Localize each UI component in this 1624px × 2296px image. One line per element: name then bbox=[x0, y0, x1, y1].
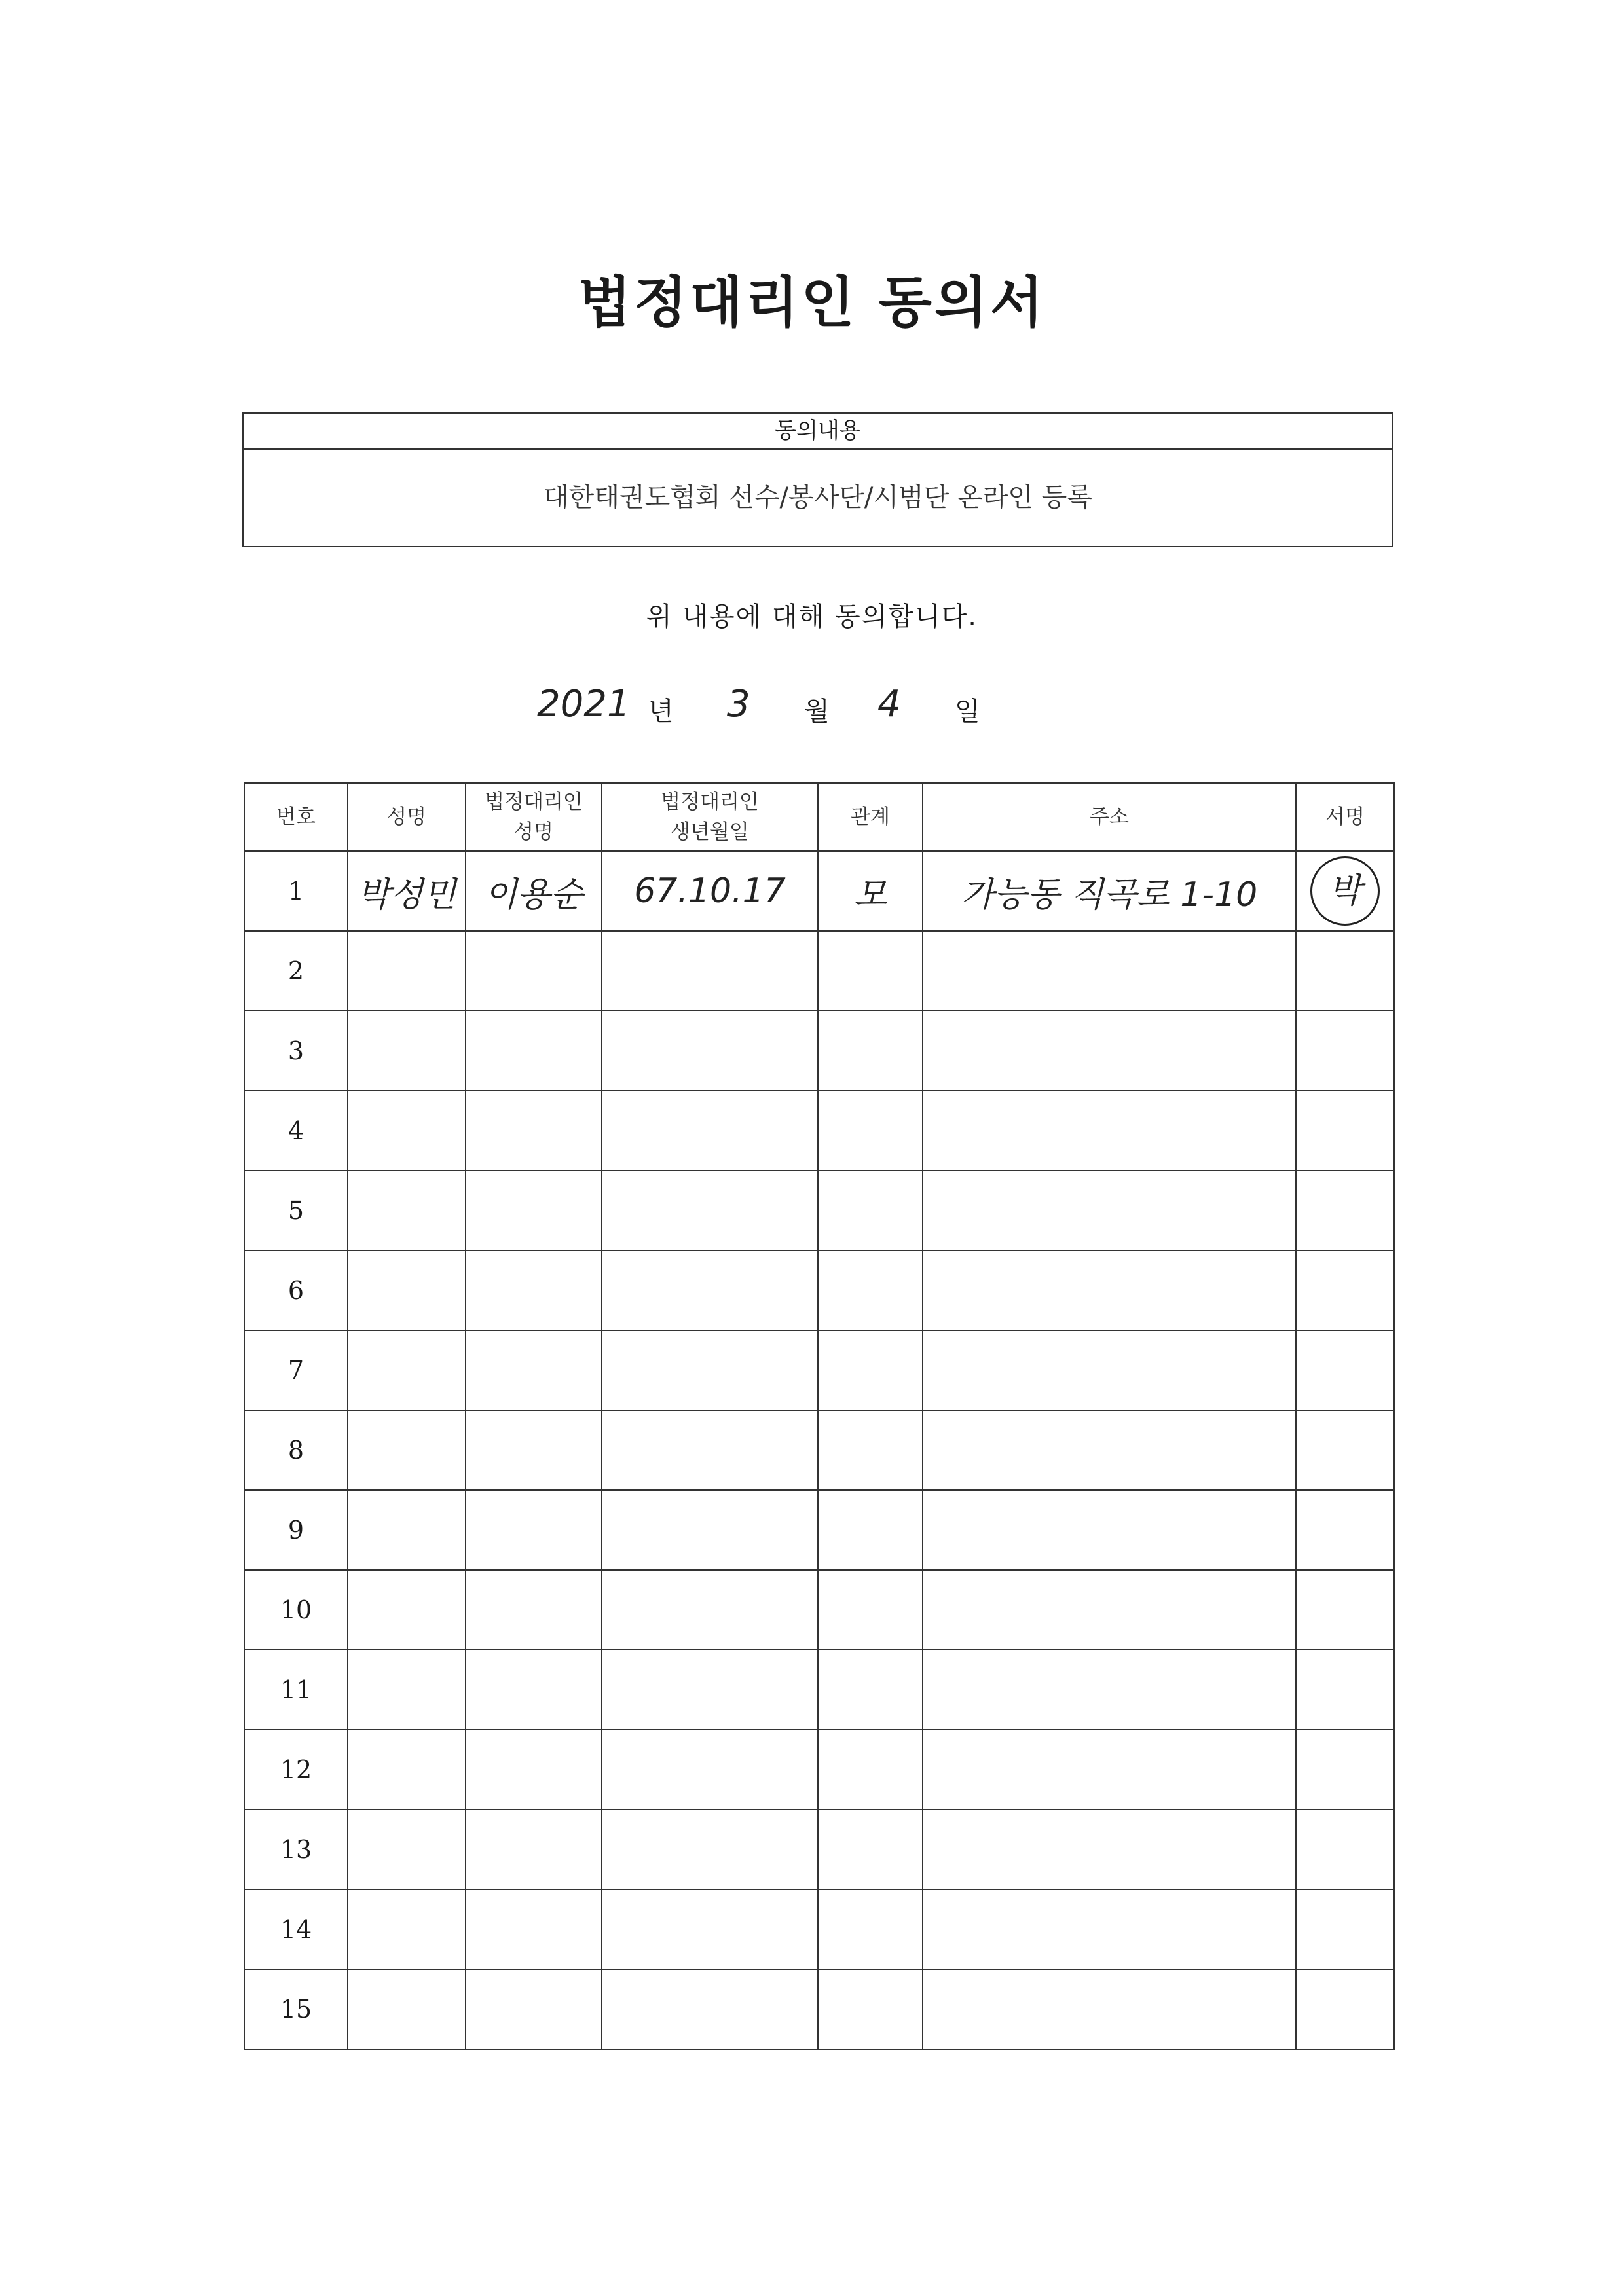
guardian-table bbox=[244, 782, 1395, 2050]
cell-relation bbox=[818, 1410, 923, 1490]
cell-relation bbox=[818, 1011, 923, 1091]
cell-relation bbox=[818, 1889, 923, 1969]
cell-guardian-birth bbox=[602, 1889, 818, 1969]
cell-guardian-name bbox=[466, 931, 602, 1011]
table-header-row bbox=[244, 783, 1394, 851]
cell-guardian-name bbox=[466, 1490, 602, 1570]
cell-guardian-name bbox=[466, 1730, 602, 1810]
header-guardian-name bbox=[466, 783, 602, 851]
table-row bbox=[244, 1250, 1394, 1330]
cell-address bbox=[923, 1330, 1296, 1410]
cell-no: 13 bbox=[244, 1810, 348, 1889]
cell-relation: 모 bbox=[818, 851, 923, 931]
cell-name bbox=[348, 1490, 466, 1570]
cell-signature bbox=[1296, 1011, 1394, 1091]
cell-name bbox=[348, 1410, 466, 1490]
cell-guardian-birth bbox=[602, 1490, 818, 1570]
cell-guardian-name: 이용순 bbox=[466, 851, 602, 931]
date-day: 4 bbox=[877, 683, 901, 725]
consent-body: 대한태권도협회 선수/봉사단/시범단 온라인 등록 bbox=[544, 483, 1092, 513]
cell-guardian-name bbox=[466, 1889, 602, 1969]
cell-signature bbox=[1296, 1570, 1394, 1650]
cell-address bbox=[923, 1650, 1296, 1730]
cell-no: 12 bbox=[244, 1730, 348, 1810]
cell-signature bbox=[1296, 1969, 1394, 2049]
header-name: 성명 bbox=[348, 783, 466, 851]
cell-relation bbox=[818, 1650, 923, 1730]
cell-guardian-birth bbox=[602, 931, 818, 1011]
cell-guardian-birth bbox=[602, 1011, 818, 1091]
cell-relation bbox=[818, 1490, 923, 1570]
cell-relation bbox=[818, 1250, 923, 1330]
cell-guardian-name bbox=[466, 1011, 602, 1091]
table-row bbox=[244, 1889, 1394, 1969]
cell-guardian-birth: 67.10.17 bbox=[602, 851, 818, 931]
cell-no: 11 bbox=[244, 1650, 348, 1730]
cell-signature bbox=[1296, 1171, 1394, 1250]
cell-no: 14 bbox=[244, 1889, 348, 1969]
table-row bbox=[244, 1091, 1394, 1171]
cell-guardian-name bbox=[466, 1250, 602, 1330]
table-row bbox=[244, 1570, 1394, 1650]
cell-address bbox=[923, 1171, 1296, 1250]
cell-name: 박성민 bbox=[348, 851, 466, 931]
cell-name bbox=[348, 1650, 466, 1730]
table-row bbox=[244, 1730, 1394, 1810]
cell-signature bbox=[1296, 1091, 1394, 1171]
cell-relation bbox=[818, 1091, 923, 1171]
header-guardian-birth bbox=[602, 783, 818, 851]
cell-address: 가능동 직곡로 1-10 bbox=[923, 851, 1296, 931]
cell-name bbox=[348, 1171, 466, 1250]
consent-box bbox=[242, 412, 1393, 547]
cell-guardian-birth bbox=[602, 1250, 818, 1330]
cell-no: 8 bbox=[244, 1410, 348, 1490]
cell-guardian-name bbox=[466, 1969, 602, 2049]
cell-guardian-birth bbox=[602, 1330, 818, 1410]
cell-name bbox=[348, 1570, 466, 1650]
header-guardian-name-line1: 법정대리인 bbox=[485, 790, 583, 814]
cell-name bbox=[348, 931, 466, 1011]
table-row bbox=[244, 1330, 1394, 1410]
signature-mark: 박 bbox=[1310, 856, 1380, 926]
cell-no: 3 bbox=[244, 1011, 348, 1091]
cell-name bbox=[348, 1810, 466, 1889]
cell-address bbox=[923, 1730, 1296, 1810]
cell-name bbox=[348, 1969, 466, 2049]
date-year-unit: 년 bbox=[648, 697, 674, 727]
table-row bbox=[244, 931, 1394, 1011]
cell-guardian-birth bbox=[602, 1650, 818, 1730]
cell-no: 15 bbox=[244, 1969, 348, 2049]
cell-name bbox=[348, 1011, 466, 1091]
table-row bbox=[244, 1171, 1394, 1250]
date-month: 3 bbox=[727, 683, 750, 725]
cell-signature bbox=[1296, 931, 1394, 1011]
table-row bbox=[244, 1011, 1394, 1091]
cell-address bbox=[923, 1889, 1296, 1969]
cell-guardian-birth bbox=[602, 1091, 818, 1171]
cell-address bbox=[923, 1810, 1296, 1889]
header-guardian-name-line2: 성명 bbox=[514, 820, 553, 844]
header-no: 번호 bbox=[244, 783, 348, 851]
table-body bbox=[244, 851, 1394, 2049]
cell-signature bbox=[1296, 1250, 1394, 1330]
cell-address bbox=[923, 1969, 1296, 2049]
page-title: 법정대리인 동의서 bbox=[578, 270, 1046, 335]
table-row bbox=[244, 1490, 1394, 1570]
cell-guardian-name bbox=[466, 1410, 602, 1490]
date-month-unit: 월 bbox=[804, 697, 830, 727]
cell-address bbox=[923, 1091, 1296, 1171]
cell-guardian-name bbox=[466, 1650, 602, 1730]
table-row bbox=[244, 851, 1394, 931]
cell-signature bbox=[1296, 1730, 1394, 1810]
cell-no: 1 bbox=[244, 851, 348, 931]
cell-name bbox=[348, 1730, 466, 1810]
cell-signature bbox=[1296, 1490, 1394, 1570]
cell-signature bbox=[1296, 851, 1394, 931]
date-year: 2021 bbox=[537, 683, 631, 725]
cell-guardian-birth bbox=[602, 1410, 818, 1490]
consent-header: 동의내용 bbox=[244, 414, 1392, 450]
header-relation: 관계 bbox=[818, 783, 923, 851]
cell-no: 4 bbox=[244, 1091, 348, 1171]
cell-address bbox=[923, 1490, 1296, 1570]
cell-guardian-name bbox=[466, 1171, 602, 1250]
cell-guardian-name bbox=[466, 1810, 602, 1889]
cell-relation bbox=[818, 1730, 923, 1810]
cell-signature bbox=[1296, 1410, 1394, 1490]
date-day-unit: 일 bbox=[955, 697, 980, 727]
cell-signature bbox=[1296, 1889, 1394, 1969]
cell-guardian-birth bbox=[602, 1171, 818, 1250]
cell-relation bbox=[818, 1330, 923, 1410]
cell-name bbox=[348, 1889, 466, 1969]
header-guardian-birth-line2: 생년월일 bbox=[671, 820, 749, 844]
cell-no: 10 bbox=[244, 1570, 348, 1650]
cell-name bbox=[348, 1250, 466, 1330]
agree-statement: 위 내용에 대해 동의합니다. bbox=[646, 602, 978, 632]
cell-guardian-birth bbox=[602, 1969, 818, 2049]
cell-guardian-birth bbox=[602, 1570, 818, 1650]
cell-guardian-name bbox=[466, 1570, 602, 1650]
cell-address bbox=[923, 1011, 1296, 1091]
cell-relation bbox=[818, 1171, 923, 1250]
date-line bbox=[0, 678, 1624, 730]
table-row bbox=[244, 1810, 1394, 1889]
header-address: 주소 bbox=[923, 783, 1296, 851]
cell-address bbox=[923, 1410, 1296, 1490]
cell-signature bbox=[1296, 1330, 1394, 1410]
table-row bbox=[244, 1969, 1394, 2049]
cell-guardian-birth bbox=[602, 1810, 818, 1889]
cell-address bbox=[923, 1250, 1296, 1330]
cell-signature bbox=[1296, 1810, 1394, 1889]
cell-relation bbox=[818, 1810, 923, 1889]
cell-name bbox=[348, 1091, 466, 1171]
header-guardian-birth-line1: 법정대리인 bbox=[661, 790, 759, 814]
cell-guardian-name bbox=[466, 1330, 602, 1410]
cell-address bbox=[923, 1570, 1296, 1650]
table-row bbox=[244, 1410, 1394, 1490]
cell-signature bbox=[1296, 1650, 1394, 1730]
cell-address bbox=[923, 931, 1296, 1011]
table-row bbox=[244, 1650, 1394, 1730]
cell-no: 2 bbox=[244, 931, 348, 1011]
cell-no: 7 bbox=[244, 1330, 348, 1410]
cell-no: 6 bbox=[244, 1250, 348, 1330]
cell-relation bbox=[818, 1570, 923, 1650]
cell-relation bbox=[818, 931, 923, 1011]
cell-guardian-birth bbox=[602, 1730, 818, 1810]
header-signature: 서명 bbox=[1296, 783, 1394, 851]
cell-guardian-name bbox=[466, 1091, 602, 1171]
cell-name bbox=[348, 1330, 466, 1410]
cell-relation bbox=[818, 1969, 923, 2049]
cell-no: 5 bbox=[244, 1171, 348, 1250]
cell-no: 9 bbox=[244, 1490, 348, 1570]
